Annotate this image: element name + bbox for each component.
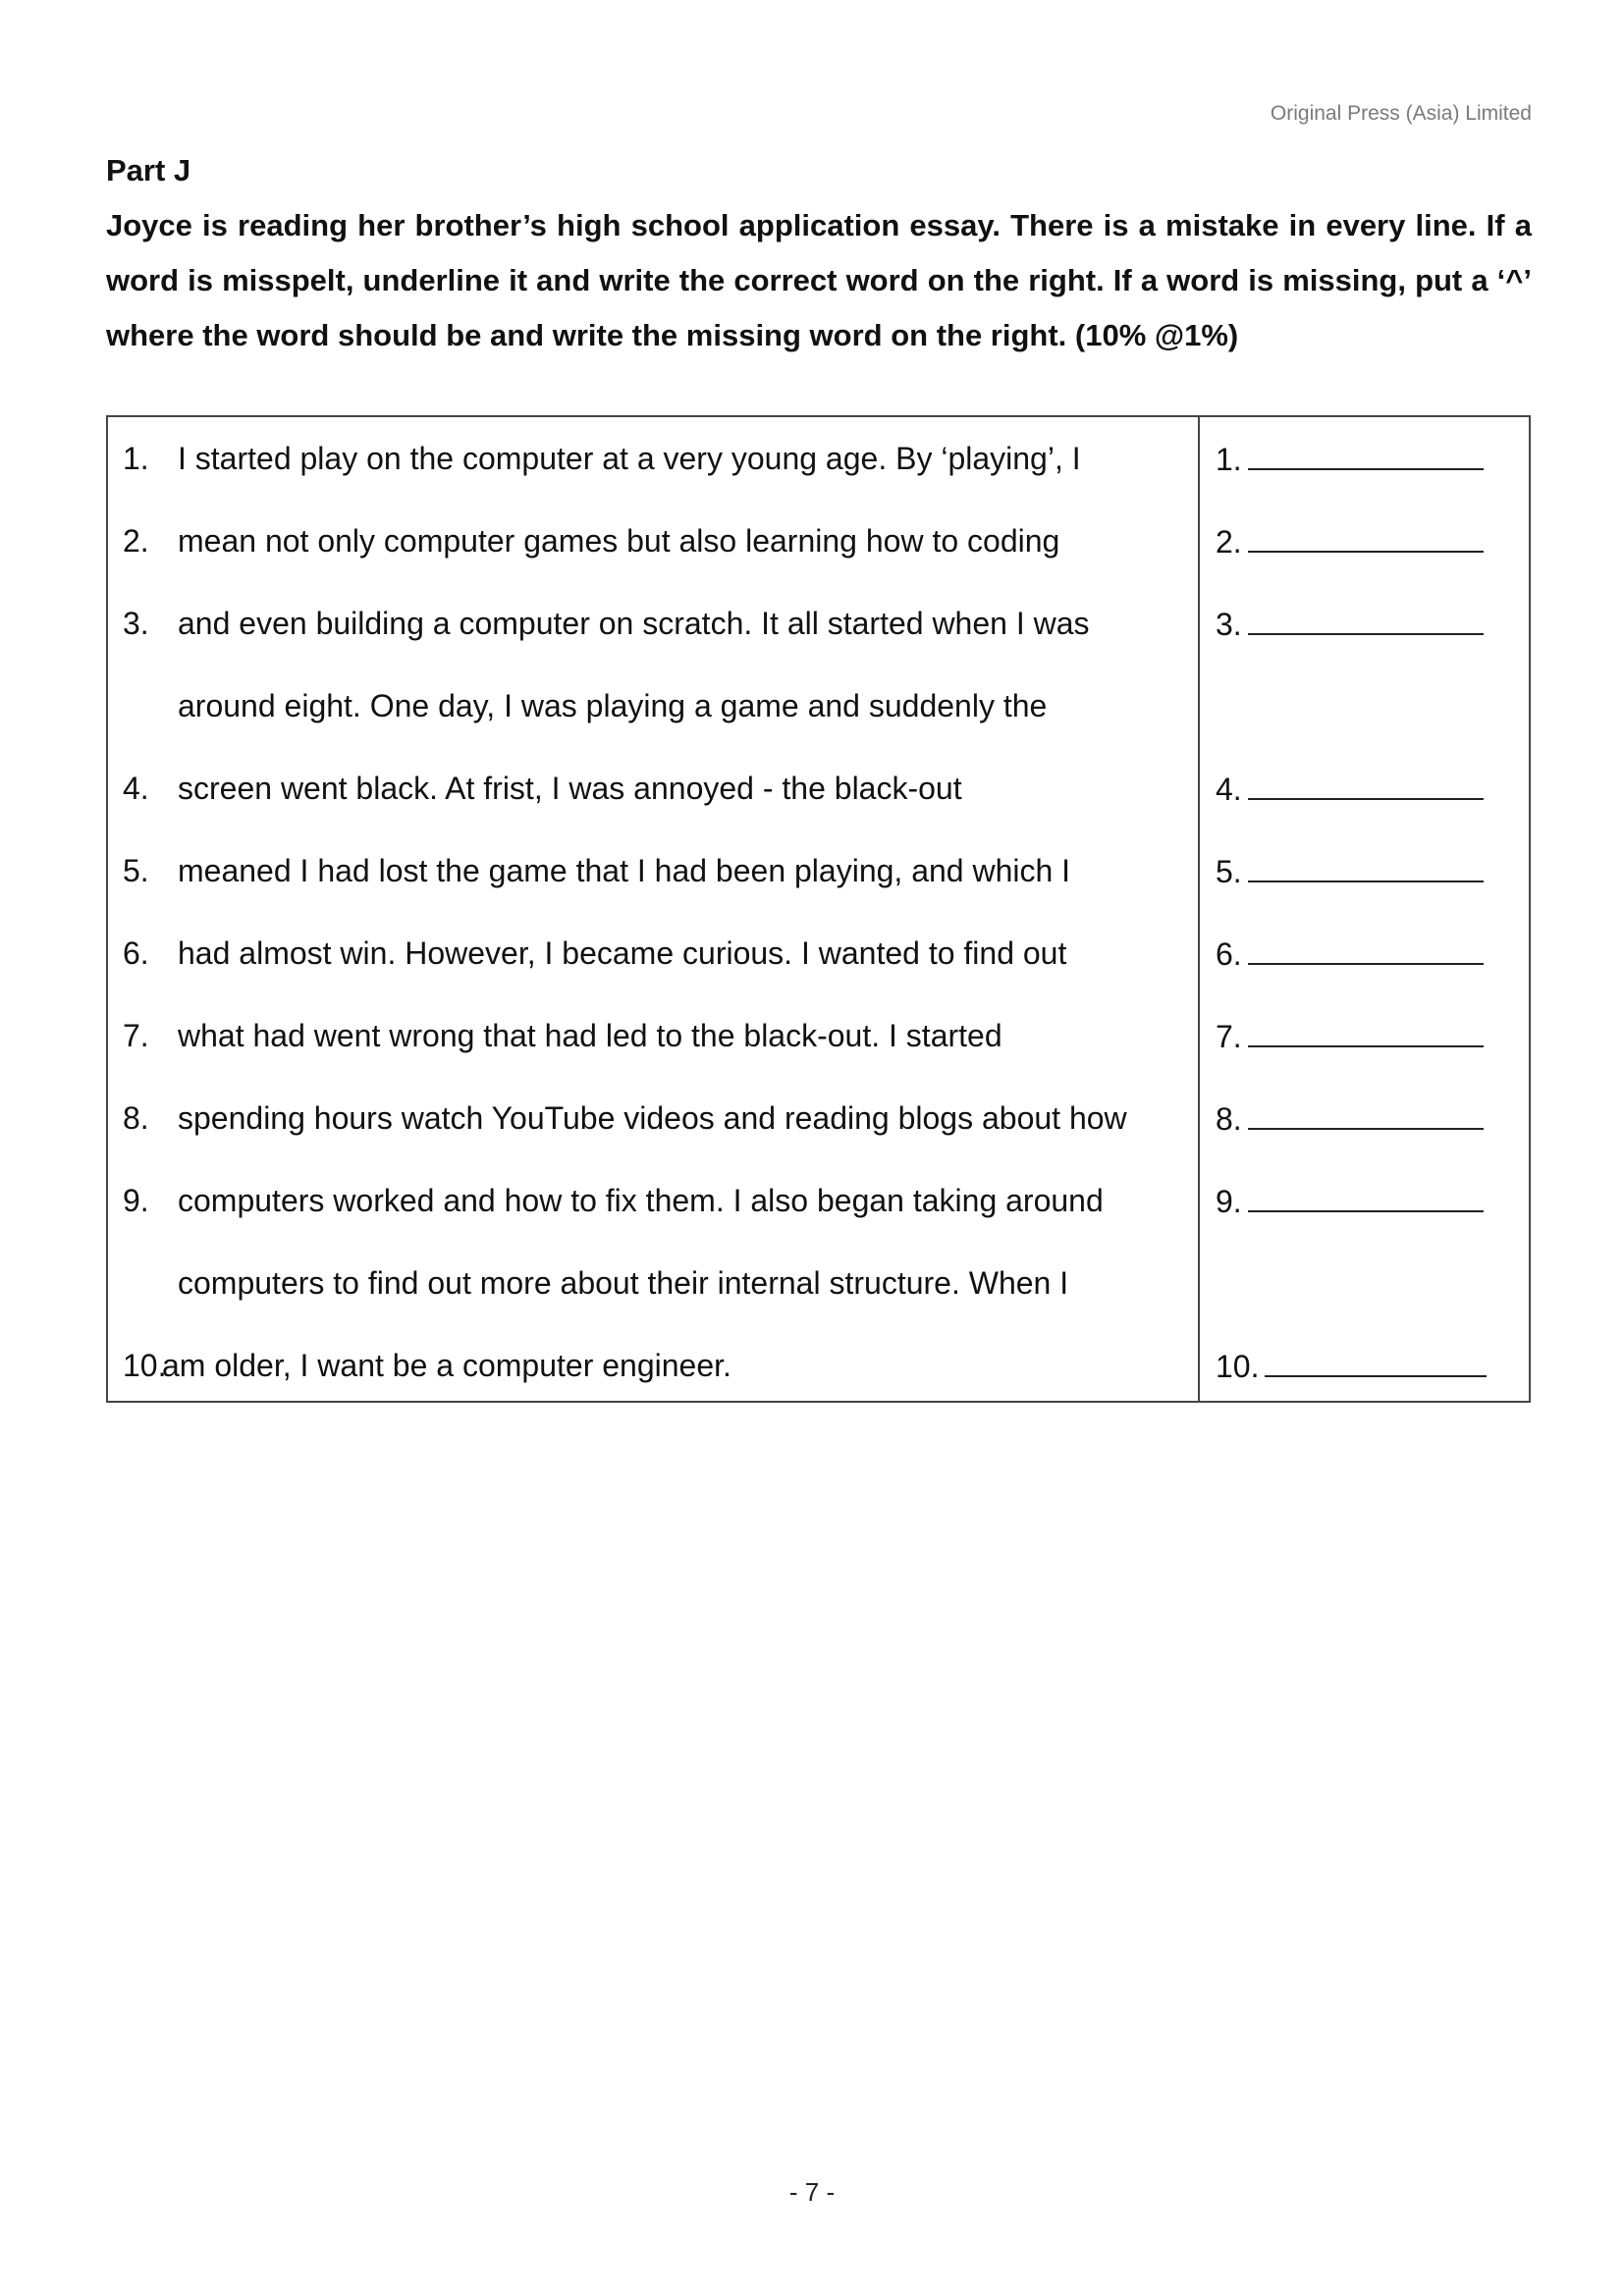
essay-line-text[interactable]: spending hours watch YouTube videos and reading blogs about how <box>178 1100 1127 1136</box>
line-number: 6. <box>123 935 149 971</box>
answer-field[interactable] <box>1216 604 1484 644</box>
essay-line <box>108 1159 1529 1242</box>
line-number: 9. <box>123 1183 149 1218</box>
essay-line-text[interactable]: meaned I had lost the game that I had been playing, and which I <box>178 853 1071 888</box>
essay-line <box>108 994 1529 1077</box>
answer-field[interactable] <box>1216 439 1484 479</box>
answer-blank[interactable] <box>1248 1181 1484 1212</box>
answer-field[interactable] <box>1216 1098 1484 1139</box>
instructions-text: Joyce is reading her brother’s high school application essay. There is a mistake in every line. If a word is misspelt, underline it and write the correct word on the right. If a word is missing, put a ‘^’ where the word should be and write the missing word on the right. (10% @1%) <box>106 208 1532 352</box>
answer-label: 8. <box>1216 1101 1242 1137</box>
essay-line-text[interactable]: and even building a computer on scratch. It all started when I was <box>178 606 1090 641</box>
answer-blank[interactable] <box>1248 1016 1484 1047</box>
answer-field[interactable] <box>1216 1181 1484 1221</box>
answer-blank[interactable] <box>1265 1346 1487 1377</box>
answer-blank[interactable] <box>1248 769 1484 800</box>
line-number: 7. <box>123 1018 149 1053</box>
section-title: Part J <box>106 153 191 187</box>
answer-blank[interactable] <box>1248 604 1484 635</box>
answer-label: 9. <box>1216 1184 1242 1219</box>
publisher-name: Original Press (Asia) Limited <box>1270 102 1532 125</box>
answer-label: 3. <box>1216 607 1242 642</box>
answer-field[interactable] <box>1216 1016 1484 1056</box>
answer-label: 10. <box>1216 1349 1260 1384</box>
essay-line <box>108 1242 1529 1324</box>
line-number: 10. <box>123 1348 167 1383</box>
essay-line-text[interactable]: I started play on the computer at a very young age. By ‘playing’, I <box>178 441 1081 476</box>
essay-line <box>108 417 1529 500</box>
answer-field[interactable] <box>1216 851 1484 891</box>
essay-line-text[interactable]: screen went black. At frist, I was annoyed - the black-out <box>178 771 962 806</box>
essay-line <box>108 500 1529 582</box>
line-number: 2. <box>123 523 149 559</box>
essay-line-text[interactable]: around eight. One day, I was playing a game and suddenly the <box>178 688 1048 723</box>
line-number: 5. <box>123 853 149 888</box>
essay-line <box>108 747 1529 829</box>
answer-blank[interactable] <box>1248 851 1484 882</box>
answer-label: 5. <box>1216 854 1242 889</box>
answer-label: 2. <box>1216 524 1242 560</box>
answer-blank[interactable] <box>1248 934 1484 965</box>
essay-line-text[interactable]: had almost win. However, I became curious. I wanted to find out <box>178 935 1067 971</box>
answer-field[interactable] <box>1216 521 1484 561</box>
essay-line <box>108 912 1529 994</box>
answer-field[interactable] <box>1216 1346 1487 1386</box>
answer-label: 6. <box>1216 936 1242 972</box>
error-correction-table <box>106 415 1531 1403</box>
answer-blank[interactable] <box>1248 521 1484 553</box>
essay-line-text[interactable]: computers worked and how to fix them. I also began taking around <box>178 1183 1104 1218</box>
line-number: 3. <box>123 606 149 641</box>
answer-field[interactable] <box>1216 934 1484 974</box>
answer-blank[interactable] <box>1248 439 1484 470</box>
answer-field[interactable] <box>1216 769 1484 809</box>
essay-line <box>108 829 1529 912</box>
essay-line-text[interactable]: mean not only computer games but also learning how to coding <box>178 523 1060 559</box>
page-number: - 7 - <box>788 2177 836 2207</box>
essay-line <box>108 1077 1529 1159</box>
essay-line-text[interactable]: computers to find out more about their internal structure. When I <box>178 1265 1069 1301</box>
line-number: 1. <box>123 441 149 476</box>
answer-label: 4. <box>1216 772 1242 807</box>
answer-label: 7. <box>1216 1019 1242 1054</box>
answer-label: 1. <box>1216 442 1242 477</box>
line-number: 8. <box>123 1100 149 1136</box>
essay-line <box>108 1324 1529 1407</box>
essay-line <box>108 665 1529 747</box>
essay-line-text[interactable]: what had went wrong that had led to the black-out. I started <box>178 1018 1002 1053</box>
line-number: 4. <box>123 771 149 806</box>
essay-line-text[interactable]: am older, I want be a computer engineer. <box>162 1348 731 1383</box>
answer-blank[interactable] <box>1248 1098 1484 1130</box>
essay-line <box>108 582 1529 665</box>
